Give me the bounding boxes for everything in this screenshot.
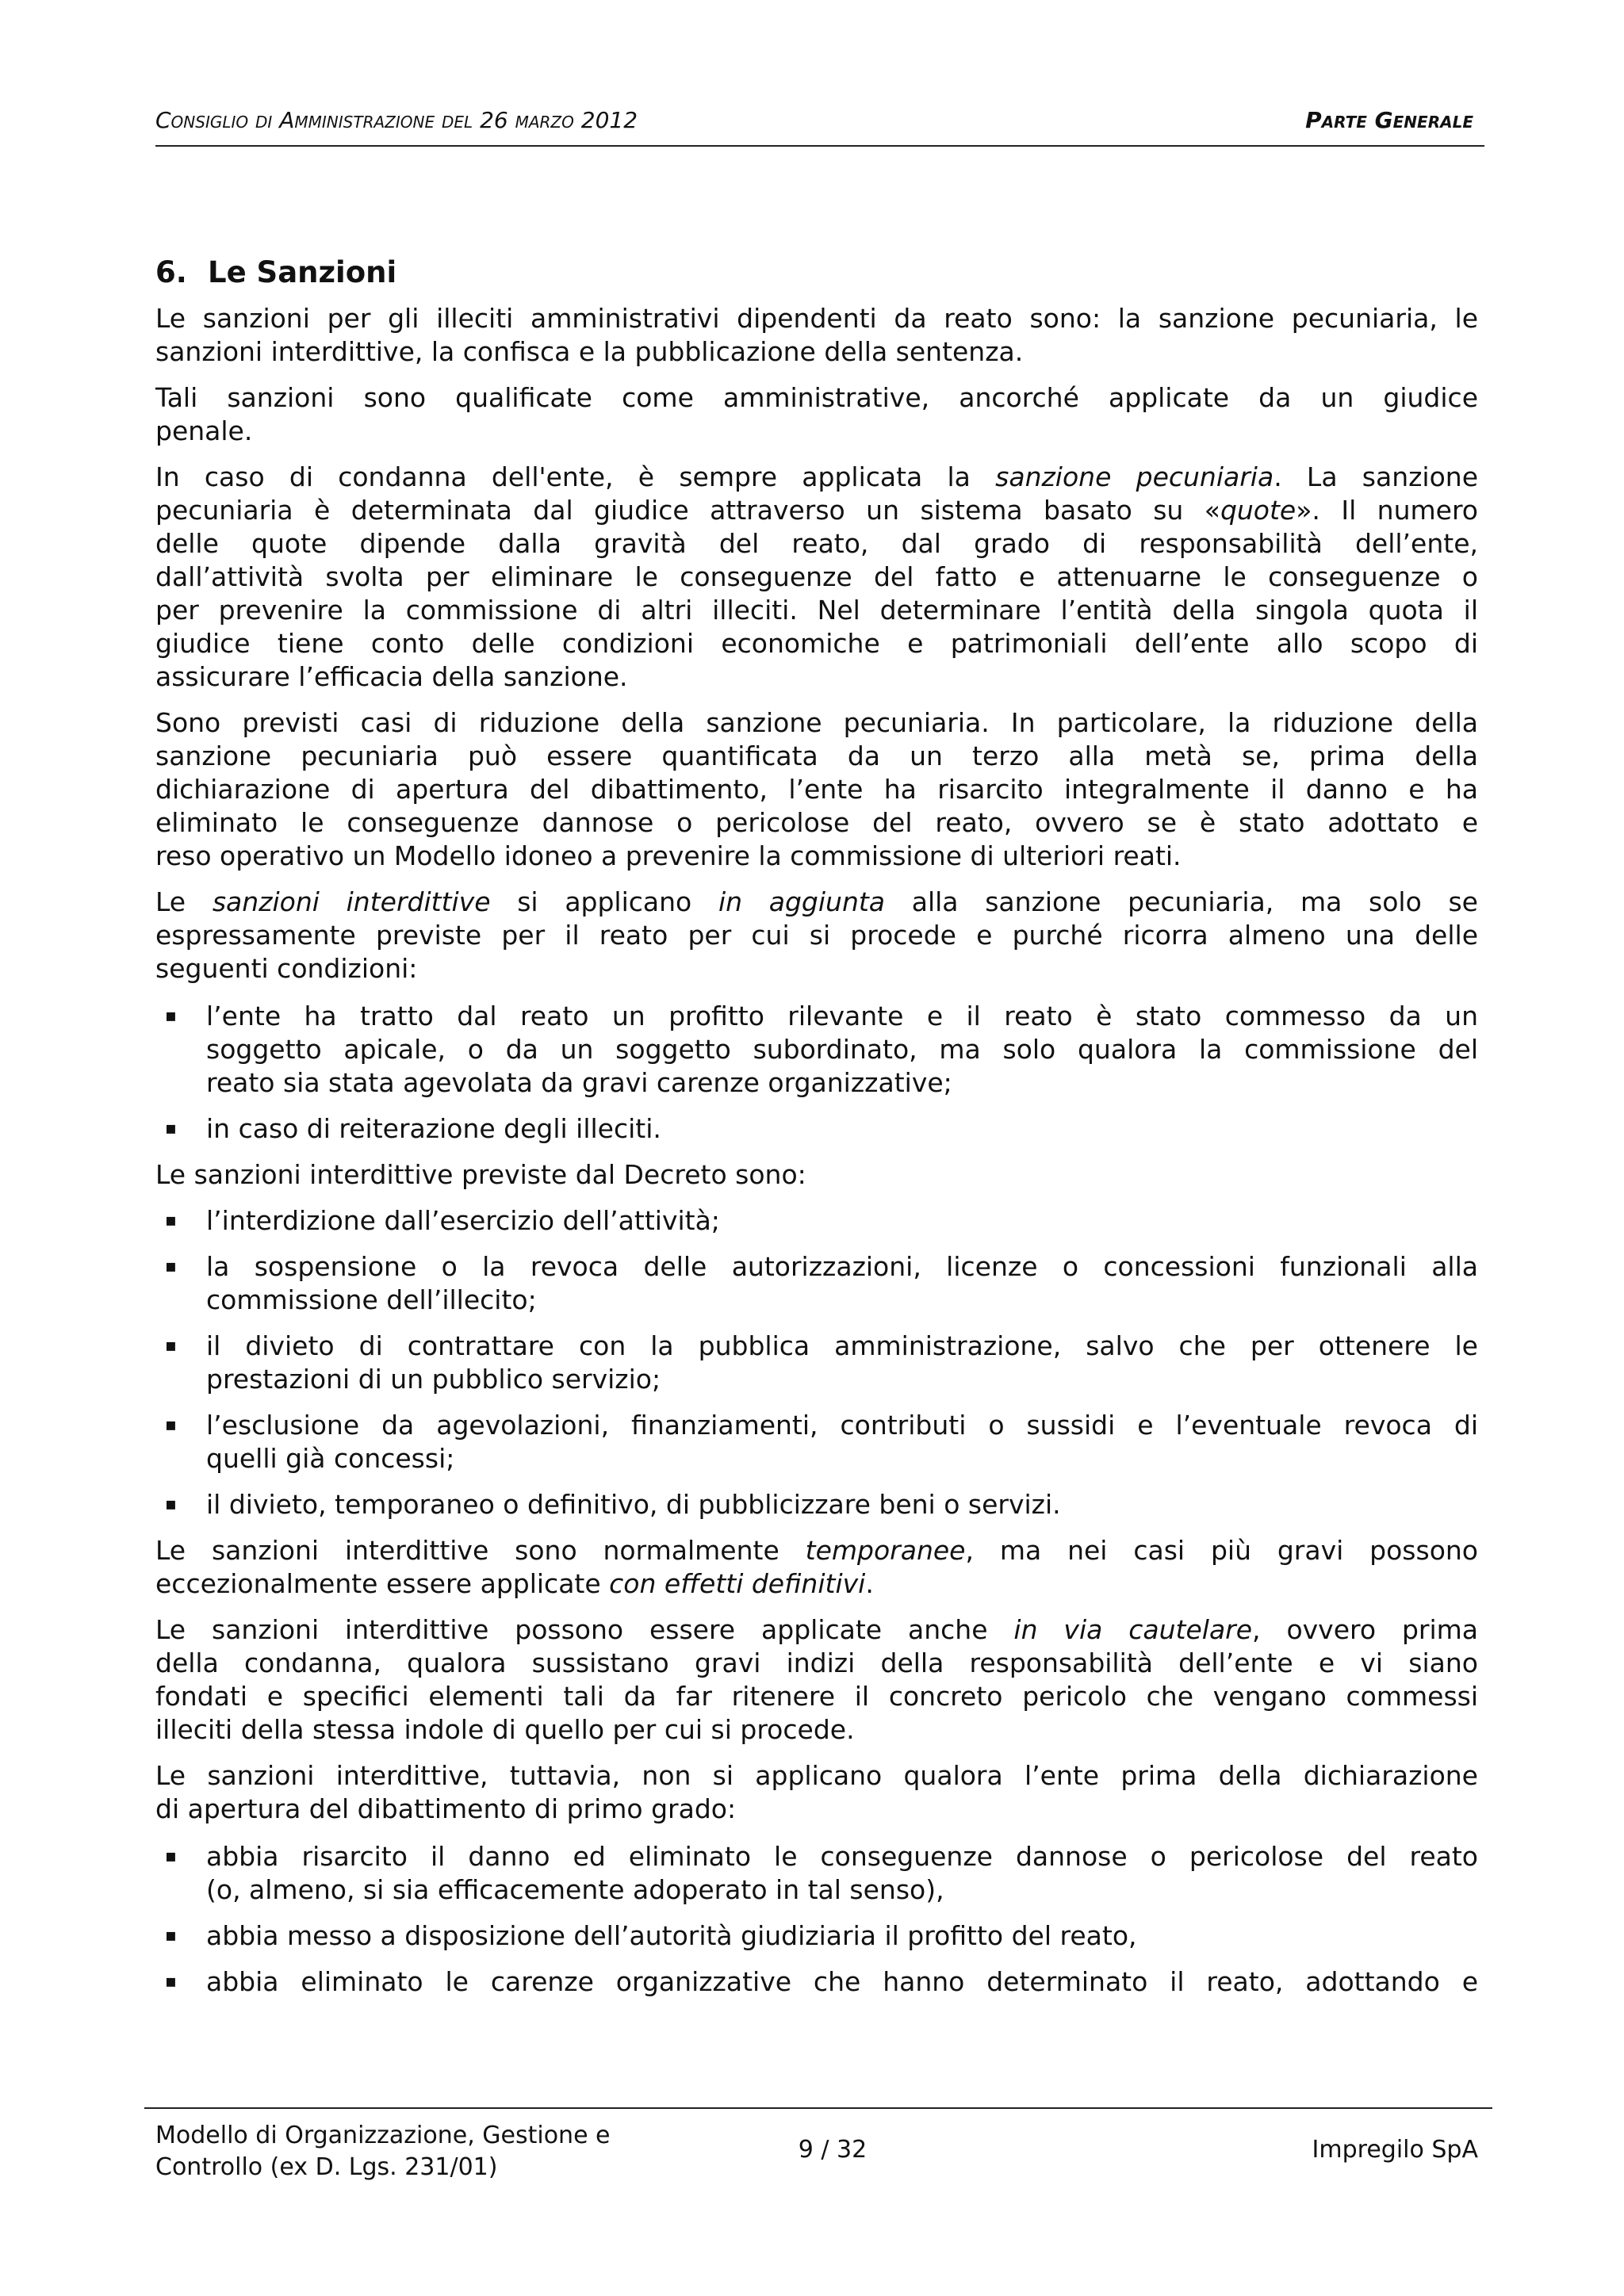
body-line: dall’attività svolta per eliminare le conseguenze del fatto e attenuarne le conseguenze o bbox=[155, 561, 1478, 592]
list-bullet: ▪ bbox=[165, 1336, 177, 1356]
body-line: illeciti della stessa indole di quello per cui si procede. bbox=[155, 1714, 855, 1745]
list-bullet: ▪ bbox=[165, 1211, 177, 1230]
body-line: l’esclusione da agevolazioni, finanziamenti, contributi o sussidi e l’eventuale revoca di bbox=[206, 1410, 1478, 1441]
body-line: abbia risarcito il danno ed eliminato le conseguenze dannose o pericolose del reato bbox=[206, 1841, 1478, 1872]
body-line: Sono previsti casi di riduzione della sanzione pecuniaria. In particolare, la riduzione della bbox=[155, 707, 1478, 738]
body-line: seguenti condizioni: bbox=[155, 953, 418, 984]
body-line: eccezionalmente essere applicate con effetti definitivi. bbox=[155, 1568, 874, 1599]
header-left: Consiglio di Amministrazione del 26 marzo 2012 bbox=[155, 107, 638, 133]
section-number: 6. bbox=[155, 255, 187, 289]
body-line: dichiarazione di apertura del dibattimento, l’ente ha risarcito integralmente il danno e ha bbox=[155, 774, 1478, 805]
body-line: delle quote dipende dalla gravità del reato, dal grado di responsabilità dell’ente, bbox=[155, 528, 1478, 559]
body-line: l’interdizione dall’esercizio dell’attività; bbox=[206, 1205, 720, 1236]
body-line: Le sanzioni interdittive previste dal Decreto sono: bbox=[155, 1159, 806, 1190]
body-line: Le sanzioni interdittive, tuttavia, non si applicano qualora l’ente prima della dichiarazione bbox=[155, 1760, 1478, 1791]
list-bullet: ▪ bbox=[165, 1119, 177, 1138]
header-right: Parte Generale bbox=[1305, 107, 1473, 133]
body-line: il divieto, temporaneo o definitivo, di pubblicizzare beni o servizi. bbox=[206, 1489, 1061, 1520]
body-line: soggetto apicale, o da un soggetto subordinato, ma solo qualora la commissione del bbox=[206, 1034, 1478, 1065]
body-line: espressamente previste per il reato per cui si procede e purché ricorra almeno una delle bbox=[155, 920, 1478, 951]
footer-model-title: Modello di Organizzazione, Gestione e bbox=[155, 2122, 611, 2149]
body-line: sanzioni interdittive, la confisca e la pubblicazione della sentenza. bbox=[155, 336, 1024, 367]
footer-model-ref: Controllo (ex D. Lgs. 231/01) bbox=[155, 2153, 498, 2181]
body-line: fondati e specifici elementi tali da far ritenere il concreto pericolo che vengano commessi bbox=[155, 1681, 1478, 1712]
body-line: abbia eliminato le carenze organizzative che hanno determinato il reato, adottando e bbox=[206, 1966, 1478, 1997]
body-line: reso operativo un Modello idoneo a prevenire la commissione di ulteriori reati. bbox=[155, 840, 1182, 871]
body-line: abbia messo a disposizione dell’autorità giudiziaria il profitto del reato, bbox=[206, 1920, 1137, 1951]
body-line: il divieto di contrattare con la pubblica amministrazione, salvo che per ottenere le bbox=[206, 1330, 1478, 1361]
body-line: della condanna, qualora sussistano gravi indizi della responsabilità dell’ente e vi siano bbox=[155, 1647, 1478, 1678]
list-bullet: ▪ bbox=[165, 1846, 177, 1866]
body-line: per prevenire la commissione di altri illeciti. Nel determinare l’entità della singola quota il bbox=[155, 595, 1478, 626]
body-line: in caso di reiterazione degli illeciti. bbox=[206, 1113, 661, 1144]
body-line: assicurare l’efficacia della sanzione. bbox=[155, 661, 628, 692]
body-line: la sospensione o la revoca delle autorizzazioni, licenze o concessioni funzionali alla bbox=[206, 1251, 1478, 1282]
footer-rule bbox=[144, 2107, 1492, 2109]
list-bullet: ▪ bbox=[165, 1415, 177, 1435]
section-title: Le Sanzioni bbox=[208, 255, 397, 289]
body-line: Le sanzioni per gli illeciti amministrativi dipendenti da reato sono: la sanzione pecuniaria, le bbox=[155, 303, 1478, 334]
list-bullet: ▪ bbox=[165, 1494, 177, 1514]
list-bullet: ▪ bbox=[165, 1257, 177, 1276]
body-line: giudice tiene conto delle condizioni economiche e patrimoniali dell’ente allo scopo di bbox=[155, 628, 1478, 659]
page-number: 9 / 32 bbox=[798, 2136, 868, 2164]
body-line: l’ente ha tratto dal reato un profitto rilevante e il reato è stato commesso da un bbox=[206, 1001, 1478, 1031]
body-line: Le sanzioni interdittive possono essere applicate anche in via cautelare, ovvero prima bbox=[155, 1614, 1478, 1645]
body-line: reato sia stata agevolata da gravi carenze organizzative; bbox=[206, 1067, 952, 1098]
body-line: commissione dell’illecito; bbox=[206, 1284, 537, 1315]
body-line: penale. bbox=[155, 415, 253, 446]
body-line: eliminato le conseguenze dannose o pericolose del reato, ovvero se è stato adottato e bbox=[155, 807, 1478, 838]
body-line: In caso di condanna dell'ente, è sempre applicata la sanzione pecuniaria. La sanzione bbox=[155, 461, 1479, 492]
body-line: prestazioni di un pubblico servizio; bbox=[206, 1364, 661, 1395]
body-line: sanzione pecuniaria può essere quantificata da un terzo alla metà se, prima della bbox=[155, 740, 1478, 771]
list-bullet: ▪ bbox=[165, 1006, 177, 1026]
footer-company: Impregilo SpA bbox=[1312, 2136, 1478, 2164]
body-line: Le sanzioni interdittive si applicano in aggiunta alla sanzione pecuniaria, ma solo se bbox=[155, 886, 1478, 917]
body-line: Le sanzioni interdittive sono normalmente temporanee, ma nei casi più gravi possono bbox=[155, 1535, 1478, 1566]
body-line: di apertura del dibattimento di primo grado: bbox=[155, 1793, 737, 1824]
body-line: (o, almeno, si sia efficacemente adoperato in tal senso), bbox=[206, 1874, 944, 1905]
body-line: Tali sanzioni sono qualificate come amministrative, ancorché applicate da un giudice bbox=[155, 382, 1478, 413]
list-bullet: ▪ bbox=[165, 1926, 177, 1946]
list-bullet: ▪ bbox=[165, 1972, 177, 1992]
body-line: pecuniaria è determinata dal giudice attraverso un sistema basato su «quote». Il numero bbox=[155, 495, 1478, 526]
body-line: quelli già concessi; bbox=[206, 1443, 455, 1474]
